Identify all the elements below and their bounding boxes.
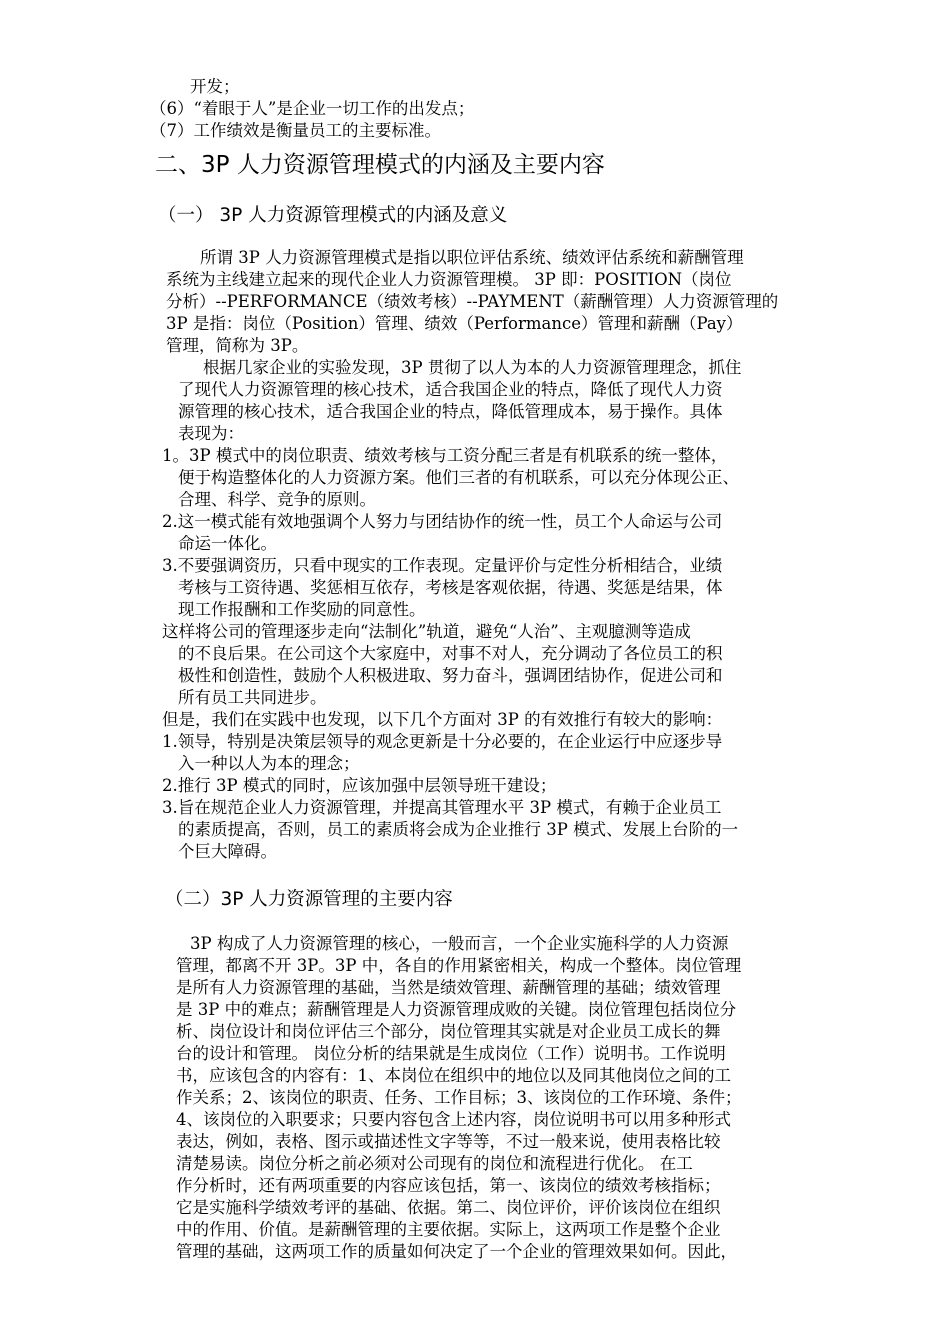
- paragraph-line: 分析）--PERFORMANCE（绩效考核）--PAYMENT（薪酬管理）人力资源管理的: [166, 292, 779, 311]
- paragraph-line: 台的设计和管理。 岗位分析的结果就是生成岗位（工作）说明书。工作说明: [176, 1044, 726, 1063]
- list-item: 的素质提高，否则，员工的素质将会成为企业推行 3P 模式、发展上台阶的一: [178, 820, 739, 839]
- list-item: 3.不要强调资历，只看中现实的工作表现。定量评价与定性分析相结合，业绩: [162, 556, 723, 575]
- list-item: 入一种以人为本的理念；: [178, 754, 360, 773]
- paragraph-line: 是 3P 中的难点；薪酬管理是人力资源管理成败的关键。岗位管理包括岗位分: [176, 1000, 737, 1019]
- list-item: 个巨大障碍。: [178, 842, 277, 861]
- paragraph-line: 是所有人力资源管理的基础，当然是绩效管理、薪酬管理的基础；绩效管理: [176, 978, 721, 997]
- paragraph-line: 表达，例如，表格、图示或描述性文字等等，不过一般来说，使用表格比较: [176, 1132, 721, 1151]
- paragraph-line: 书，应该包含的内容有：1、本岗位在组织中的地位以及同其他岗位之间的工: [176, 1066, 731, 1085]
- paragraph-line: 中的作用、价值。是薪酬管理的主要依据。实际上，这两项工作是整个企业: [176, 1220, 721, 1239]
- list-item: 命运一体化。: [178, 534, 277, 553]
- paragraph-line: 的不良后果。在公司这个大家庭中，对事不对人，充分调动了各位员工的积: [178, 644, 723, 663]
- intro-list-item: （7）工作绩效是衡量员工的主要标准。: [150, 121, 441, 140]
- paragraph-line: 清楚易读。岗位分析之前必须对公司现有的岗位和流程进行优化。 在工: [176, 1154, 693, 1173]
- paragraph-line: 表现为：: [178, 424, 244, 443]
- paragraph-line: 作分析时，还有两项重要的内容应该包括，第一、该岗位的绩效考核指标；: [176, 1176, 721, 1195]
- list-item: 3.旨在规范企业人力资源管理，并提高其管理水平 3P 模式，有赖于企业员工: [162, 798, 722, 817]
- subsection-title: （二）3P 人力资源管理的主要内容: [165, 889, 453, 910]
- paragraph-line: 作关系；2、该岗位的职责、任务、工作目标；3、该岗位的工作环境、条件；: [176, 1088, 742, 1107]
- paragraph-line: 4、该岗位的入职要求；只要内容包含上述内容，岗位说明书可以用多种形式: [176, 1110, 731, 1129]
- list-item: 2.这一模式能有效地强调个人努力与团结协作的统一性，员工个人命运与公司: [162, 512, 723, 531]
- paragraph-line: 源管理的核心技术，适合我国企业的特点，降低管理成本，易于操作。具体: [178, 402, 723, 421]
- paragraph-line: 所谓 3P 人力资源管理模式是指以职位评估系统、绩效评估系统和薪酬管理: [200, 248, 744, 267]
- paragraph-line: 根据几家企业的实验发现，3P 贯彻了以人为本的人力资源管理理念，抓住: [203, 358, 742, 377]
- paragraph-line: 管理，都离不开 3P。3P 中，各自的作用紧密相关，构成一个整体。岗位管理: [176, 956, 742, 975]
- list-item: 便于构造整体化的人力资源方案。他们三者的有机联系，可以充分体现公正、: [178, 468, 739, 487]
- paragraph-line: 这样将公司的管理逐步走向“法制化”轨道，避免“人治”、主观臆测等造成: [162, 622, 691, 641]
- list-item: 2.推行 3P 模式的同时，应该加强中层领导班干建设；: [162, 776, 557, 795]
- paragraph-line: 管理的基础，这两项工作的质量如何决定了一个企业的管理效果如何。因此，: [176, 1242, 737, 1261]
- paragraph-line: 3P 构成了人力资源管理的核心，一般而言，一个企业实施科学的人力资源: [190, 934, 729, 953]
- paragraph-line: 但是，我们在实践中也发现，以下几个方面对 3P 的有效推行有较大的影响：: [162, 710, 723, 729]
- paragraph-line: 了现代人力资源管理的核心技术，适合我国企业的特点，降低了现代人力资: [178, 380, 723, 399]
- paragraph-line: 极性和创造性，鼓励个人积极进取、努力奋斗，强调团结协作，促进公司和: [178, 666, 723, 685]
- intro-list-item: 开发；: [190, 77, 240, 96]
- paragraph-line: 管理，简称为 3P。: [166, 336, 309, 355]
- paragraph-line: 所有员工共同进步。: [178, 688, 327, 707]
- paragraph-line: 3P 是指：岗位（Position）管理、绩效（Performance）管理和薪酬（Pay）: [166, 314, 743, 333]
- list-item: 合理、科学、竞争的原则。: [178, 490, 376, 509]
- intro-list-item: （6）“着眼于人”是企业一切工作的出发点；: [150, 99, 475, 118]
- paragraph-line: 它是实施科学绩效考评的基础、依据。第二、岗位评价，评价该岗位在组织: [176, 1198, 721, 1217]
- section-title: 二、3P 人力资源管理模式的内涵及主要内容: [155, 152, 605, 178]
- paragraph-line: 析、岗位设计和岗位评估三个部分，岗位管理其实就是对企业员工成长的舞: [176, 1022, 721, 1041]
- paragraph-line: 系统为主线建立起来的现代企业人力资源管理模。 3P 即：POSITION（岗位: [166, 270, 732, 289]
- list-item: 1。3P 模式中的岗位职责、绩效考核与工资分配三者是有机联系的统一整体，: [162, 446, 728, 465]
- list-item: 1.领导，特别是决策层领导的观念更新是十分必要的，在企业运行中应逐步导: [162, 732, 723, 751]
- list-item: 考核与工资待遇、奖惩相互依存，考核是客观依据，待遇、奖惩是结果，体: [178, 578, 723, 597]
- list-item: 现工作报酬和工作奖励的同意性。: [178, 600, 426, 619]
- subsection-title: （一） 3P 人力资源管理模式的内涵及意义: [158, 205, 508, 226]
